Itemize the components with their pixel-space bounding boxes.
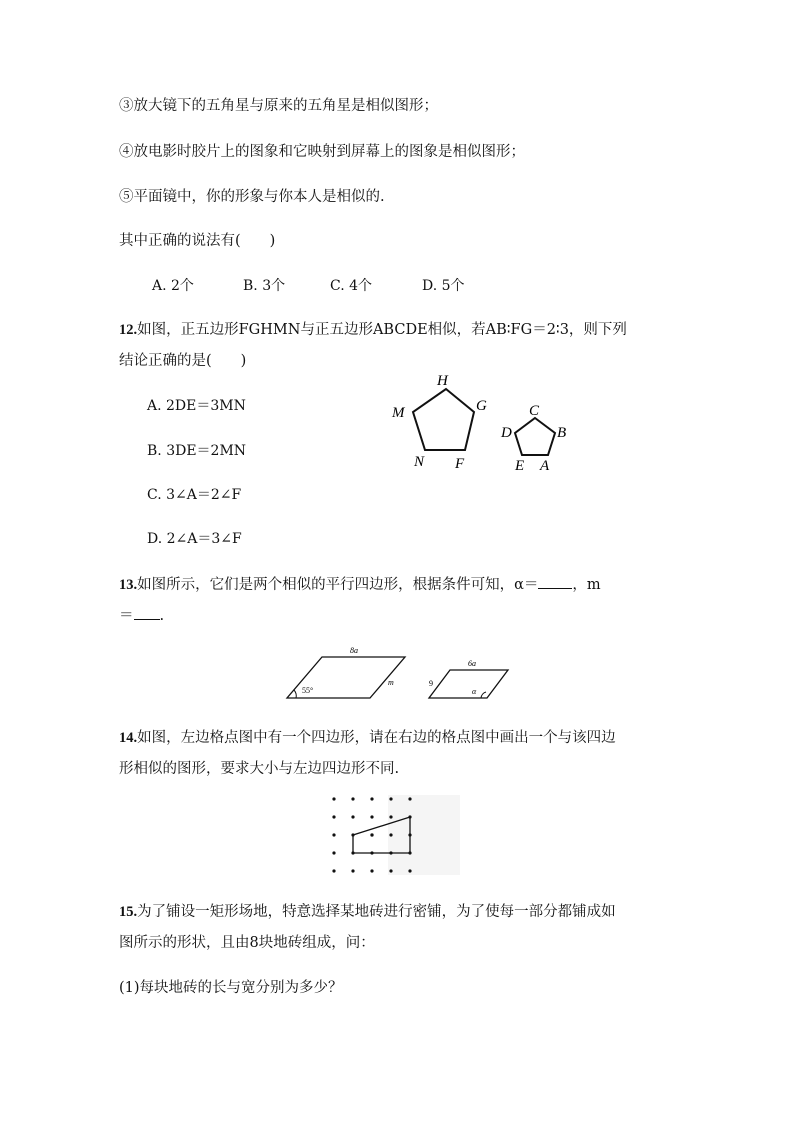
grid-dot <box>332 851 335 854</box>
question-14-line1 <box>119 728 616 748</box>
grid-dot <box>389 797 392 800</box>
q12-option-b[interactable]: B. 3DE＝2MN <box>147 443 247 459</box>
statement-4: ④放电影时胶片上的图象和它映射到屏幕上的图象是相似图形； <box>119 144 525 160</box>
grid-dot <box>370 869 373 872</box>
question-text-tail: ，m <box>572 577 601 593</box>
period: . <box>159 608 165 624</box>
q12-option-a[interactable]: A. 2DE＝3MN <box>147 398 246 414</box>
grid-dot <box>408 797 411 800</box>
label-A: A <box>540 458 550 474</box>
question-14-line2: 形相似的图形，要求大小与左边四边形不同. <box>119 761 400 777</box>
question-15-sub1: (1)每块地砖的长与宽分别为多少？ <box>119 980 343 996</box>
label-H: H <box>437 373 448 389</box>
q12-option-c[interactable]: C. 3∠A＝2∠F <box>147 487 242 503</box>
question-15-line2: 图所示的形状，且由8块地砖组成，问： <box>119 935 375 951</box>
grid-dot <box>370 815 373 818</box>
question-text: 如图，左边格点图中有一个四边形，请在右边的格点图中画出一个与该四边 <box>137 730 616 746</box>
label-6a: 6a <box>468 659 476 668</box>
label-B: B <box>557 425 567 441</box>
statement-3: ③放大镜下的五角星与原来的五角星是相似图形； <box>119 98 438 114</box>
label-alpha: α <box>472 687 477 696</box>
label-C: C <box>529 403 540 419</box>
grid-dot <box>351 797 354 800</box>
grid-dot <box>332 797 335 800</box>
parallelograms-figure <box>282 642 532 702</box>
question-text: 如图所示，它们是两个相似的平行四边形，根据条件可知，α＝ <box>137 577 539 593</box>
grid-dot <box>389 869 392 872</box>
q11-option-a[interactable]: A. 2个 <box>152 278 194 294</box>
grid-dot <box>332 833 335 836</box>
parallelogram-small <box>429 670 508 698</box>
question-number: 15. <box>119 904 138 920</box>
pentagon-fghmn <box>413 389 474 450</box>
question-number: 12. <box>119 322 138 338</box>
answer-blank-m[interactable] <box>134 605 160 620</box>
q11-option-c[interactable]: C. 4个 <box>330 278 373 294</box>
question-number: 13. <box>119 577 138 593</box>
question-15-line1 <box>119 902 616 922</box>
question-text: 为了铺设一矩形场地，特意选择某地砖进行密铺，为了使每一部分都铺成如 <box>137 904 616 920</box>
label-m: m <box>388 678 394 687</box>
q12-option-d[interactable]: D. 2∠A＝3∠F <box>147 531 242 547</box>
label-F: F <box>455 456 465 472</box>
alpha-arc <box>481 692 486 698</box>
statement-5: ⑤平面镜中，你的形象与你本人是相似的. <box>119 189 385 205</box>
pentagons-figure <box>380 368 590 478</box>
right-grid-panel <box>388 795 460 875</box>
grid-dot <box>408 869 411 872</box>
grid-dot <box>351 869 354 872</box>
question-13-line2 <box>119 605 164 626</box>
label-55deg: 55° <box>302 686 314 695</box>
grid-dot <box>351 815 354 818</box>
label-G: G <box>476 398 487 414</box>
question-number: 14. <box>119 730 138 746</box>
grid-dot <box>332 815 335 818</box>
question-13-line1 <box>119 574 601 595</box>
question-12-line2: 结论正确的是( ) <box>119 353 247 369</box>
label-N: N <box>414 454 425 470</box>
q11-option-d[interactable]: D. 5个 <box>422 278 465 294</box>
q11-option-b[interactable]: B. 3个 <box>243 278 286 294</box>
grid-dot <box>332 869 335 872</box>
dot-grid-figure <box>328 795 460 875</box>
question-text: 如图，正五边形FGHMN与正五边形ABCDE相似，若AB∶FG＝2∶3，则下列 <box>137 322 627 338</box>
angle-arc <box>294 690 296 698</box>
grid-dot <box>370 797 373 800</box>
grid-dot <box>389 815 392 818</box>
question-12-line1 <box>119 320 627 340</box>
label-8a: 8a <box>350 646 358 655</box>
label-9: 9 <box>429 679 433 688</box>
answer-blank-alpha[interactable] <box>538 574 572 589</box>
label-E: E <box>515 458 525 474</box>
label-M: M <box>392 405 405 421</box>
question-11-prompt: 其中正确的说法有( ) <box>119 233 276 249</box>
equals-sign: ＝ <box>119 608 134 624</box>
grid-dot <box>389 833 392 836</box>
pentagon-abcde <box>515 418 555 455</box>
grid-dot <box>370 833 373 836</box>
label-D: D <box>501 425 512 441</box>
